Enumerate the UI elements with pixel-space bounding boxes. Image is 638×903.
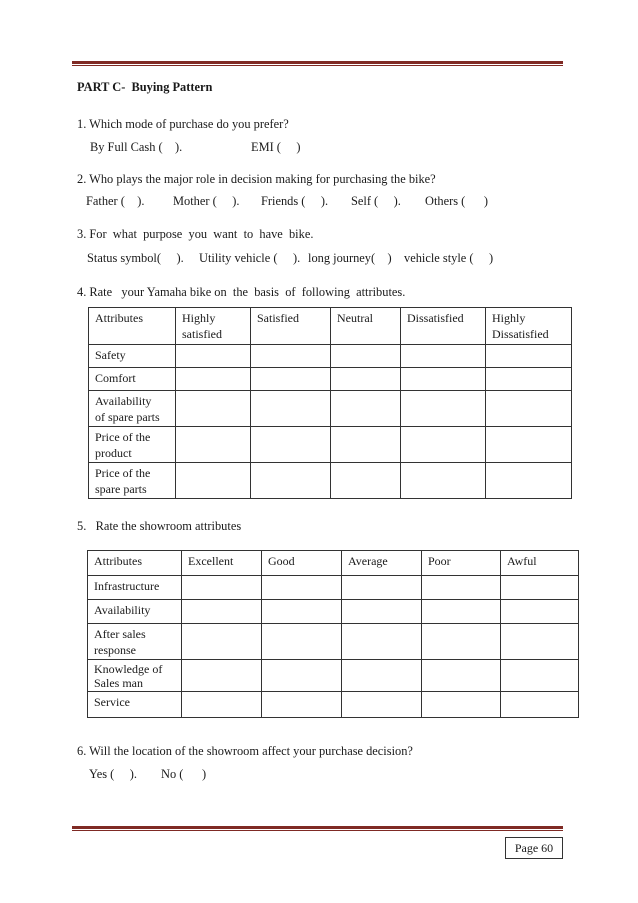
rating-cell[interactable] (331, 345, 401, 368)
header-label: Dissatisfied (407, 311, 464, 325)
table-row (88, 692, 579, 718)
rating-cell[interactable] (176, 463, 251, 499)
table-row (88, 624, 579, 660)
column-header: Awful (501, 551, 579, 576)
rating-cell[interactable] (342, 600, 422, 624)
q1-option-emi[interactable]: EMI ( ) (251, 140, 301, 154)
rating-cell[interactable] (401, 427, 486, 463)
row-label: Knowledge of Sales man (88, 660, 182, 692)
rating-cell[interactable] (422, 692, 501, 718)
rating-cell[interactable] (422, 576, 501, 600)
rating-cell[interactable] (501, 600, 579, 624)
column-header: Excellent (182, 551, 262, 576)
row-label: Price of the spare parts (89, 463, 176, 499)
column-header (251, 308, 331, 345)
rating-cell[interactable] (401, 368, 486, 391)
header-rule (72, 61, 563, 66)
rating-cell[interactable] (262, 660, 342, 692)
row-label: Availability (88, 600, 182, 624)
row-label: Availability of spare parts (89, 391, 176, 427)
rating-cell[interactable] (176, 368, 251, 391)
rating-cell[interactable] (262, 624, 342, 660)
row-label: Comfort (89, 368, 176, 391)
table-row (88, 660, 579, 692)
table-row (88, 600, 579, 624)
rating-cell[interactable] (422, 660, 501, 692)
footer-rule (72, 826, 563, 831)
table-row (88, 576, 579, 600)
rating-cell[interactable] (342, 692, 422, 718)
q2-option-others[interactable]: Others ( ) (425, 194, 488, 208)
rating-cell[interactable] (262, 600, 342, 624)
q3-option-status[interactable]: Status symbol( ). (87, 251, 184, 265)
rating-cell[interactable] (501, 576, 579, 600)
rating-cell[interactable] (401, 345, 486, 368)
table-row (89, 391, 572, 427)
question-6: 6. Will the location of the showroom affect your purchase decision? (77, 744, 413, 758)
rating-cell[interactable] (251, 345, 331, 368)
header-label: Highly satisfied (182, 311, 222, 341)
column-header (486, 308, 572, 345)
row-label: Price of the product (89, 427, 176, 463)
rating-cell[interactable] (262, 576, 342, 600)
question-1: 1. Which mode of purchase do you prefer? (77, 117, 289, 131)
bike-rating-table (88, 307, 572, 499)
q2-option-father[interactable]: Father ( ). (86, 194, 145, 208)
q6-option-yes[interactable]: Yes ( ). (89, 767, 137, 781)
header-label: Highly Dissatisfied (492, 311, 549, 341)
rating-cell[interactable] (176, 427, 251, 463)
rating-cell[interactable] (501, 692, 579, 718)
table-row (89, 345, 572, 368)
table-header-row (89, 308, 572, 345)
row-label: After sales response (88, 624, 182, 660)
rating-cell[interactable] (262, 692, 342, 718)
column-header (401, 308, 486, 345)
rating-cell[interactable] (422, 600, 501, 624)
page-number: Page 60 (505, 837, 563, 859)
table-header-row (88, 551, 579, 576)
rating-cell[interactable] (501, 660, 579, 692)
rating-cell[interactable] (182, 600, 262, 624)
table-row (89, 368, 572, 391)
rating-cell[interactable] (486, 345, 572, 368)
row-label: Infrastructure (88, 576, 182, 600)
rating-cell[interactable] (182, 692, 262, 718)
rating-cell[interactable] (486, 463, 572, 499)
q6-option-no[interactable]: No ( ) (161, 767, 207, 781)
rating-cell[interactable] (486, 391, 572, 427)
rating-cell[interactable] (182, 660, 262, 692)
rating-cell[interactable] (182, 624, 262, 660)
rating-cell[interactable] (331, 368, 401, 391)
rating-cell[interactable] (342, 624, 422, 660)
rating-cell[interactable] (251, 368, 331, 391)
header-label: Satisfied (257, 311, 299, 325)
header-label: Attributes (95, 311, 143, 325)
rating-cell[interactable] (176, 345, 251, 368)
column-header (89, 308, 176, 345)
column-header (331, 308, 401, 345)
rating-cell[interactable] (176, 391, 251, 427)
part-title: PART C- Buying Pattern (77, 80, 213, 94)
q1-option-cash[interactable]: By Full Cash ( ). (90, 140, 183, 154)
q2-option-self[interactable]: Self ( ). (351, 194, 401, 208)
header-label: Neutral (337, 311, 373, 325)
rating-cell[interactable] (251, 391, 331, 427)
rating-cell[interactable] (401, 391, 486, 427)
column-header: Attributes (88, 551, 182, 576)
table-row (89, 427, 572, 463)
column-header: Poor (422, 551, 501, 576)
rating-cell[interactable] (422, 624, 501, 660)
question-5: 5. Rate the showroom attributes (77, 519, 242, 533)
rating-cell[interactable] (342, 660, 422, 692)
q3-option-utility[interactable]: Utility vehicle ( ). (199, 251, 301, 265)
rating-cell[interactable] (331, 463, 401, 499)
question-4: 4. Rate your Yamaha bike on the basis of following attributes. (77, 285, 406, 299)
rating-cell[interactable] (486, 427, 572, 463)
q3-option-style[interactable]: vehicle style ( ) (404, 251, 494, 265)
rating-cell[interactable] (342, 576, 422, 600)
column-header: Good (262, 551, 342, 576)
rating-cell[interactable] (182, 576, 262, 600)
rating-cell[interactable] (251, 427, 331, 463)
question-2: 2. Who plays the major role in decision making for purchasing the bike? (77, 172, 436, 186)
row-label: Safety (89, 345, 176, 368)
rating-cell[interactable] (251, 463, 331, 499)
rating-cell[interactable] (501, 624, 579, 660)
rating-cell[interactable] (331, 391, 401, 427)
column-header (176, 308, 251, 345)
table-row (89, 463, 572, 499)
row-label: Service (88, 692, 182, 718)
q2-option-mother[interactable]: Mother ( ). (173, 194, 240, 208)
column-header: Average (342, 551, 422, 576)
question-3: 3. For what purpose you want to have bike. (77, 227, 314, 241)
showroom-rating-table (87, 550, 579, 718)
rating-cell[interactable] (486, 368, 572, 391)
q3-option-journey[interactable]: long journey( ) (308, 251, 392, 265)
q2-option-friends[interactable]: Friends ( ). (261, 194, 329, 208)
rating-cell[interactable] (331, 427, 401, 463)
rating-cell[interactable] (401, 463, 486, 499)
